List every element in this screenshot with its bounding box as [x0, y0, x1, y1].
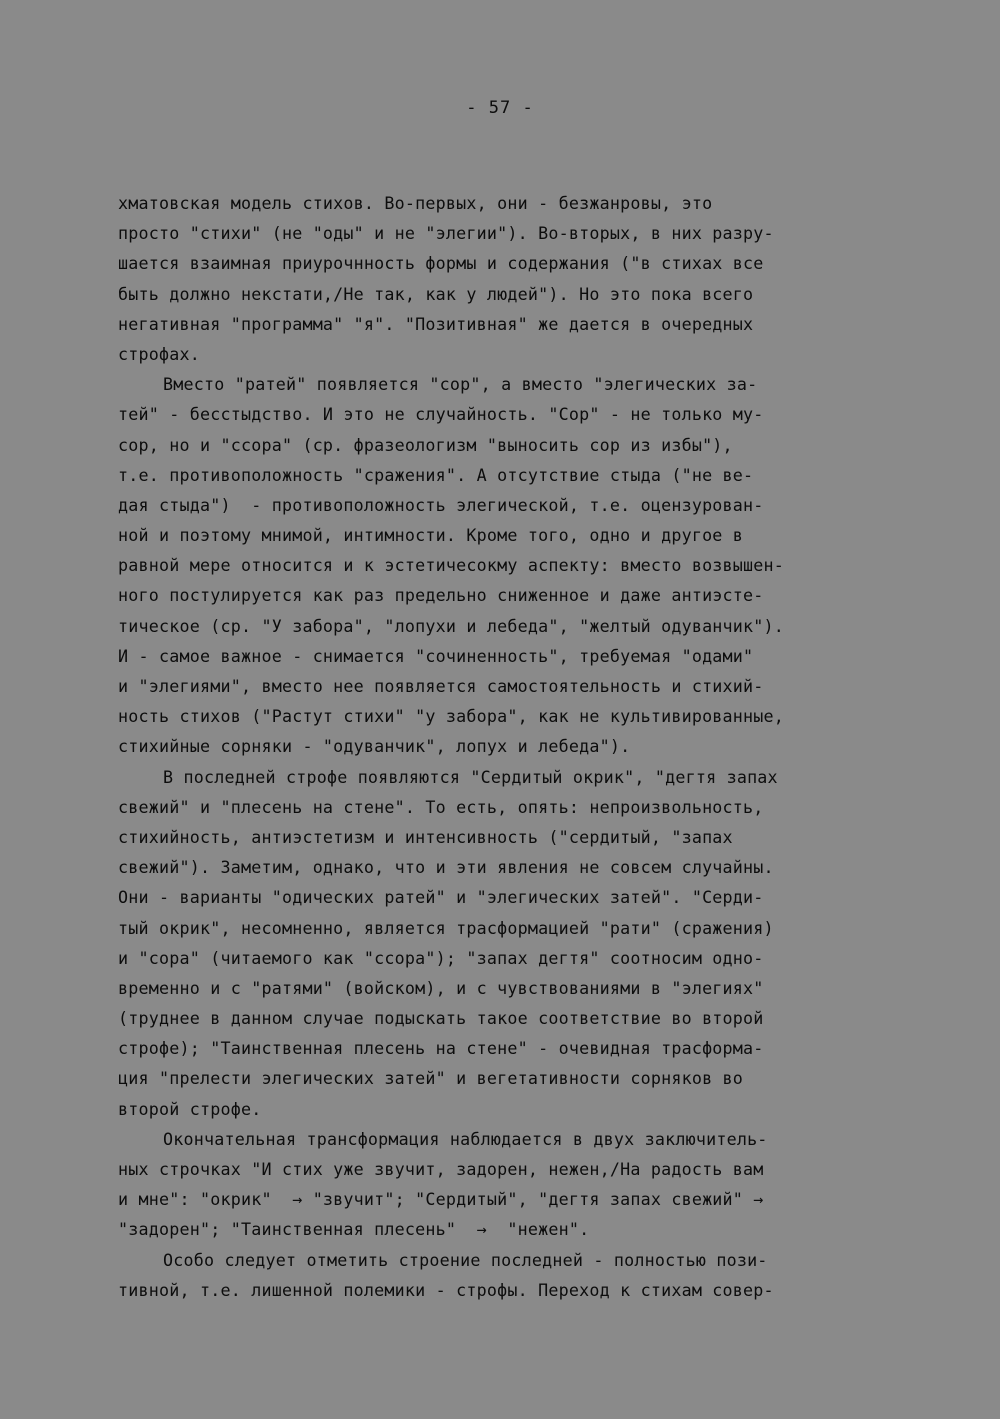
page-number: - 57 -: [466, 98, 534, 118]
text-line: стихийность, антиэстетизм и интенсивность ("сердитый, "запах: [118, 826, 733, 847]
text-line: и мне": "окрик" → "звучит"; "Сердитый", "дегтя запах свежий" →: [118, 1189, 764, 1210]
text-line: ность стихов ("Растут стихи" "у забора", как не культивированные,: [118, 706, 785, 727]
body-text: [118, 188, 908, 1305]
text-line: тей" - бесстыдство. И это не случайность. "Сор" - не только му-: [118, 404, 764, 425]
text-line: Особо следует отметить строение последней - полностью пози-: [163, 1249, 768, 1270]
text-line: временно и с "ратями" (войском), и с чувствованиями в "элегиях": [118, 977, 764, 998]
text-line: И - самое важное - снимается "сочиненность", требуемая "одами": [118, 645, 754, 666]
text-line: свежий"). Заметим, однако, что и эти явления не совсем случайны.: [118, 857, 774, 878]
text-line: шается взаимная приурочнность формы и содержания ("в стихах все: [118, 253, 764, 274]
text-line: строфах.: [118, 343, 200, 364]
text-line: хматовская модель стихов. Во-первых, они - безжанровы, это: [118, 193, 713, 213]
text-line: ция "прелести элегических затей" и вегетативности сорняков во: [118, 1068, 744, 1089]
text-line: равной мере относится и к эстетичесокму аспекту: вместо возвышен-: [118, 555, 785, 576]
text-line: и "элегиями", вместо нее появляется самостоятельность и стихий-: [118, 676, 764, 696]
text-line: Вместо "ратей" появляется "сор", а вместо "элегических за-: [163, 374, 758, 395]
text-line: негативная "программа" "я". "Позитивная" же дается в очередных: [118, 313, 754, 334]
text-line: свежий" и "плесень на стене". То есть, опять: непроизвольность,: [118, 796, 764, 817]
text-line: просто "стихи" (не "оды" и не "элегии"). Во-вторых, в них разру-: [118, 223, 774, 244]
text-line: (труднее в данном случае подыскать такое соответствие во второй: [118, 1008, 764, 1029]
text-line: быть должно некстати,/Не так, как у людей"). Но это пока всего: [118, 283, 754, 304]
text-line: дая стыда") - противоположность элегической, т.е. оцензурован-: [118, 494, 764, 515]
text-line: стихийные сорняки - "одуванчик", лопух и лебеда").: [118, 736, 631, 757]
text-line: тый окрик", несомненно, является трасформацией "рати" (сражения): [118, 917, 774, 938]
text-line: строфе); "Таинственная плесень на стене" - очевидная трасформа-: [118, 1038, 764, 1059]
text-line: ного постулируется как раз предельно сниженное и даже антиэсте-: [118, 585, 764, 606]
text-line: Окончательная трансформация наблюдается в двух заключитель-: [163, 1128, 768, 1149]
text-line: "задорен"; "Таинственная плесень" → "нежен".: [118, 1219, 590, 1240]
text-line: сор, но и "ссора" (ср. фразеологизм "выносить сор из избы"),: [118, 434, 733, 455]
text-line: т.е. противоположность "сражения". А отсутствие стыда ("не ве-: [118, 464, 754, 485]
text-line: Они - варианты "одических ратей" и "элегических затей". "Серди-: [118, 887, 764, 908]
text-line: В последней строфе появляются "Сердитый окрик", "дегтя запах: [163, 766, 778, 787]
text-line: ной и поэтому мнимой, интимности. Кроме того, одно и другое в: [118, 525, 744, 546]
text-line: второй строфе.: [118, 1098, 262, 1119]
text-line: тивной, т.е. лишенной полемики - строфы. Переход к стихам совер-: [118, 1279, 774, 1300]
text-line: и "сора" (читаемого как "ссора"); "запах дегтя" соотносим одно-: [118, 947, 764, 968]
text-line: тическое (ср. "У забора", "лопухи и лебеда", "желтый одуванчик").: [118, 615, 785, 636]
text-line: ных строчках "И стих уже звучит, задорен, нежен,/На радость вам: [118, 1159, 764, 1179]
